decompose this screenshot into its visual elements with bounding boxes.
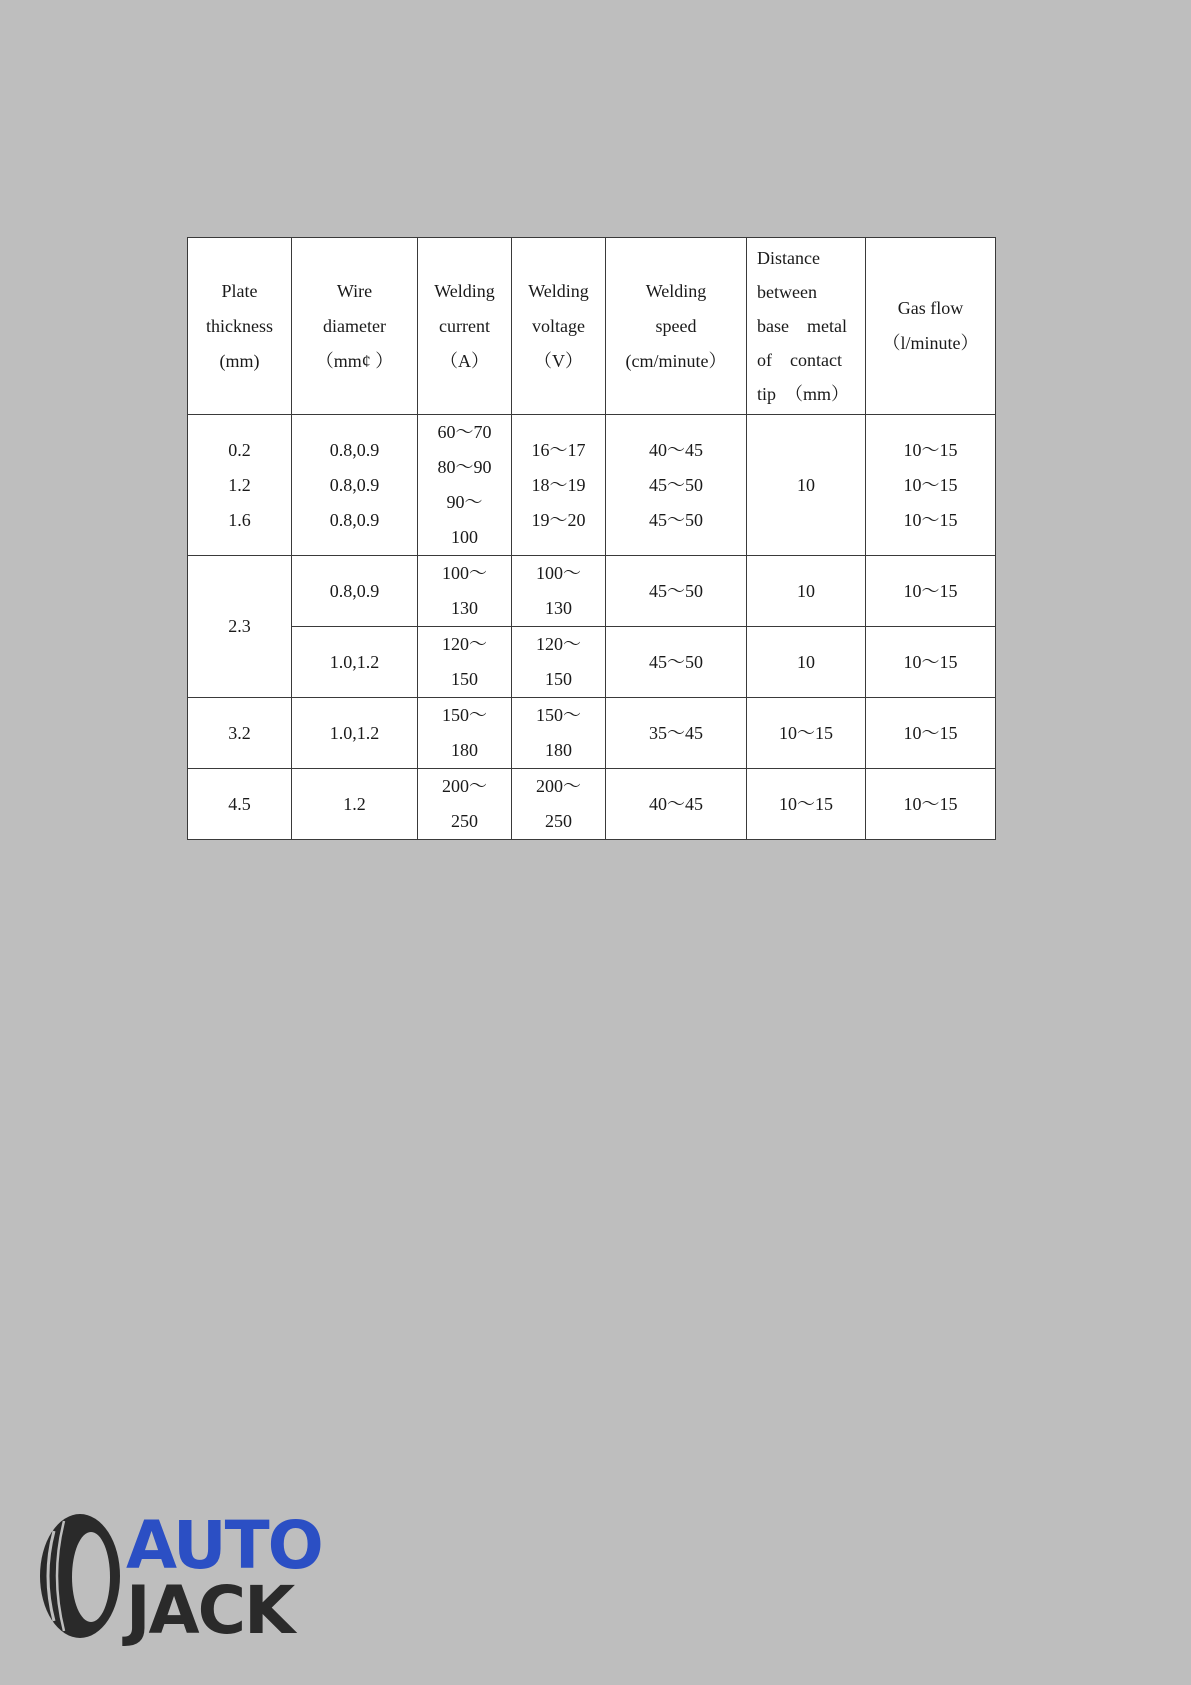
logo-word-top: AUTO [126, 1507, 322, 1584]
header-welding-voltage: Welding voltage （V） [512, 238, 606, 415]
cell-gas-flow: 10～15 [866, 556, 996, 627]
cell-welding-speed: 35～45 [606, 698, 747, 769]
cell-welding-speed: 40～45 45～50 45～50 [606, 415, 747, 556]
cell-welding-speed: 40～45 [606, 769, 747, 840]
header-gas-flow: Gas flow （l/minute） [866, 238, 996, 415]
cell-welding-speed: 45～50 [606, 627, 747, 698]
cell-wire-diameter: 1.0,1.2 [292, 627, 418, 698]
cell-welding-current: 100～ 130 [418, 556, 512, 627]
cell-welding-speed: 45～50 [606, 556, 747, 627]
header-welding-speed: Welding speed (cm/minute） [606, 238, 747, 415]
header-wire-diameter: Wire diameter （mm¢ ） [292, 238, 418, 415]
cell-welding-current: 120～ 150 [418, 627, 512, 698]
cell-wire-diameter: 0.8,0.9 [292, 556, 418, 627]
autojack-logo [34, 1505, 334, 1649]
cell-welding-current: 200～ 250 [418, 769, 512, 840]
cell-wire-diameter: 1.2 [292, 769, 418, 840]
welding-parameters-table [187, 237, 996, 840]
cell-distance: 10 [747, 415, 866, 556]
cell-wire-diameter: 1.0,1.2 [292, 698, 418, 769]
table-row [188, 556, 996, 627]
cell-welding-voltage: 16～17 18～19 19～20 [512, 415, 606, 556]
cell-welding-current: 60～70 80～90 90～ 100 [418, 415, 512, 556]
cell-welding-voltage: 120～ 150 [512, 627, 606, 698]
cell-gas-flow: 10～15 10～15 10～15 [866, 415, 996, 556]
table-row [188, 627, 996, 698]
cell-distance: 10 [747, 627, 866, 698]
cell-gas-flow: 10～15 [866, 769, 996, 840]
tire-icon [34, 1511, 132, 1641]
cell-wire-diameter: 0.8,0.9 0.8,0.9 0.8,0.9 [292, 415, 418, 556]
cell-distance: 10～15 [747, 698, 866, 769]
table-row [188, 769, 996, 840]
logo-word-bottom: JACK [126, 1572, 294, 1649]
cell-distance: 10～15 [747, 769, 866, 840]
header-plate-thickness: Plate thickness (mm) [188, 238, 292, 415]
cell-welding-voltage: 150～ 180 [512, 698, 606, 769]
cell-plate-thickness: 2.3 [188, 556, 292, 698]
cell-plate-thickness: 4.5 [188, 769, 292, 840]
table-row [188, 698, 996, 769]
cell-distance: 10 [747, 556, 866, 627]
table-row [188, 415, 996, 556]
table-header-row [188, 238, 996, 415]
cell-welding-current: 150～ 180 [418, 698, 512, 769]
header-welding-current: Welding current （A） [418, 238, 512, 415]
cell-gas-flow: 10～15 [866, 627, 996, 698]
cell-welding-voltage: 200～ 250 [512, 769, 606, 840]
cell-gas-flow: 10～15 [866, 698, 996, 769]
cell-welding-voltage: 100～ 130 [512, 556, 606, 627]
header-distance: Distance between base metal of contact tip （mm） [747, 238, 866, 415]
cell-plate-thickness: 0.2 1.2 1.6 [188, 415, 292, 556]
cell-plate-thickness: 3.2 [188, 698, 292, 769]
